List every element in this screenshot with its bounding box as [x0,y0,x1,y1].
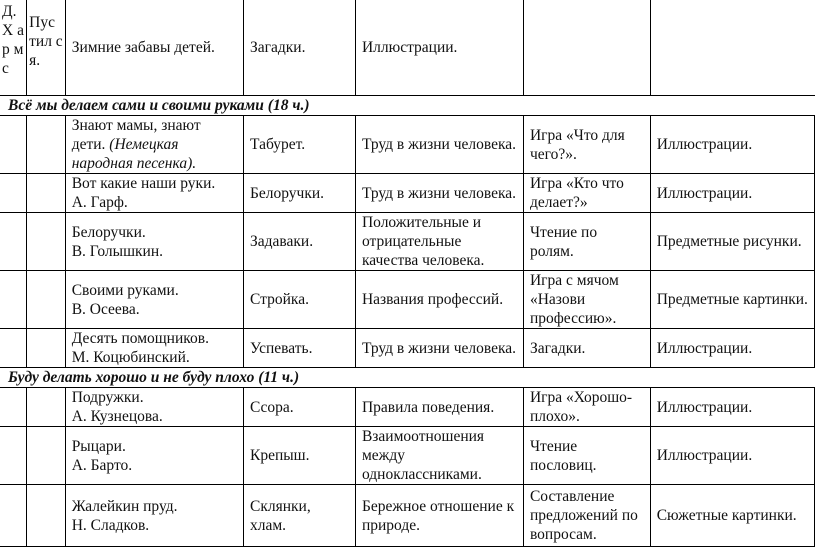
table-row [0,427,815,485]
vocab-cell: Успевать. [244,329,356,368]
table-row [0,388,815,427]
vocab-cell: Стройка. [244,271,356,329]
theme-cell: Правила поведения. [355,388,523,427]
work-cell: Белоручки. В. Голышкин. [65,213,243,271]
section-heading-row [0,96,815,116]
section-title: Всё мы делаем сами и своими руками (18 ч.) [0,96,815,116]
theme-cell: Названия профессий. [355,271,523,329]
vocab-cell: Крепыш. [244,427,356,485]
empty-cell [27,485,66,547]
material-cell: Предметные рисунки. [650,213,814,271]
empty-cell [0,271,27,329]
table-row [0,213,815,271]
work-cell: Жалейкин пруд. Н. Сладков. [65,485,243,547]
theme-cell: Бережное отношение к природе. [355,485,523,547]
material-cell: Предметные картинки. [650,271,814,329]
theme-cell: Труд в жизни человека. [355,329,523,368]
blank-cell [523,0,650,96]
empty-cell [27,329,66,368]
theme-cell: Взаимоотношения между одноклассниками. [355,427,523,485]
material-cell: Иллюстрации. [650,329,814,368]
empty-cell [0,213,27,271]
vocab-cell: Склянки, хлам. [244,485,356,547]
work-cell: Вот какие наши руки. А. Гарф. [65,174,243,213]
work-cell: Рыцари. А. Барто. [65,427,243,485]
activity-cell: Загадки. [523,329,650,368]
empty-cell [0,116,27,174]
material-cell: Сюжетные картинки. [650,485,814,547]
empty-cell [27,388,66,427]
theme-cell: Труд в жизни человека. [355,116,523,174]
empty-cell [27,271,66,329]
table-row [0,116,815,174]
empty-cell [0,485,27,547]
activity-cell: Игра «Что для чего?». [523,116,650,174]
empty-cell [27,174,66,213]
work-cell: Знают мамы, знают дети. (Немецкая народная песенка). [65,116,243,174]
work-cell: Десять помощников. М. Коцюбинский. [65,329,243,368]
table-row [0,329,815,368]
section-heading-row [0,368,815,388]
continuation-row [0,0,815,96]
material-cell: Иллюстрации. [650,427,814,485]
material-cell: Иллюстрации. [650,116,814,174]
theme-cell: Труд в жизни человека. [355,174,523,213]
activity-cell: Игра с мячом «Назови профессию». [523,271,650,329]
work-cell: Подружки. А. Кузнецова. [65,388,243,427]
material-cell: Иллюстрации. [650,174,814,213]
theme-cell: Положительные и отрицательные качества человека. [355,213,523,271]
material-cell: Иллюстрации. [650,388,814,427]
empty-cell [27,427,66,485]
empty-cell [0,388,27,427]
activity-cell: Игра «Хорошо-плохо». [523,388,650,427]
status-cell: Пус тил ся. [27,0,66,96]
vocab-cell: Задаваки. [244,213,356,271]
table-row [0,271,815,329]
empty-cell [27,116,66,174]
vocab-cell: Табурет. [244,116,356,174]
empty-cell [27,213,66,271]
blank-cell [650,0,814,96]
work-cell: Зимние забавы детей. [65,0,243,96]
empty-cell [0,329,27,368]
work-cell: Своими руками. В. Осеева. [65,271,243,329]
section-title: Буду делать хорошо и не буду плохо (11 ч.) [0,368,815,388]
vocab-cell: Загадки. [244,0,356,96]
table-row [0,485,815,547]
activity-cell: Составление предложений по вопросам. [523,485,650,547]
activity-cell: Игра «Кто что делает?» [523,174,650,213]
theme-cell: Иллюстрации. [355,0,523,96]
activity-cell: Чтение пословиц. [523,427,650,485]
activity-cell: Чтение по ролям. [523,213,650,271]
author-cell: Д. Х ар м с [0,0,27,96]
vocab-cell: Белоручки. [244,174,356,213]
empty-cell [0,174,27,213]
vocab-cell: Ссора. [244,388,356,427]
table-row [0,174,815,213]
empty-cell [0,427,27,485]
